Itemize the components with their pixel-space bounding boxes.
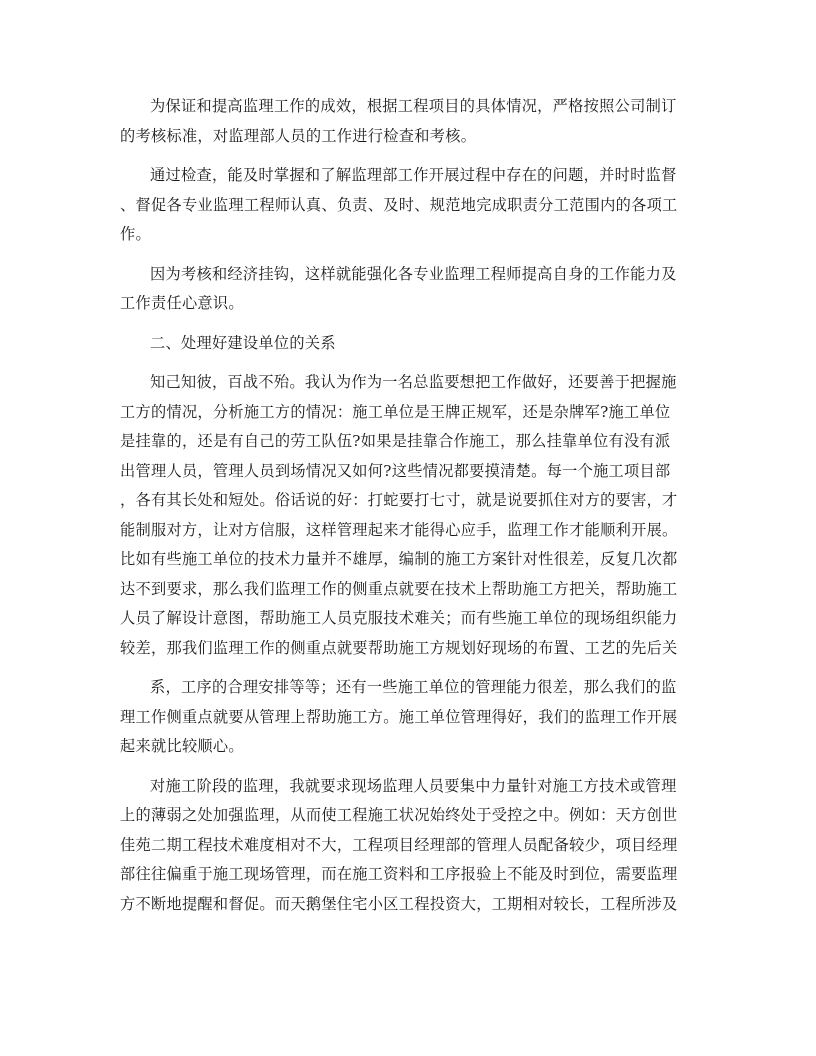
text-line: 人员了解设计意图，帮助施工人员克服技术难关；而有些施工单位的现场组织能力 (120, 609, 678, 627)
text-line: 较差，那我们监理工作的侧重点就要帮助施工方规划好现场的布置、工艺的先后关 (120, 638, 678, 657)
text-line: 佳苑二期工程技术难度相对不大，工程项目经理部的管理人员配备较少，项目经理 (120, 835, 678, 854)
text-line: 出管理人员，管理人员到场情况又如何?这些情况都要摸清楚。每一个施工项目部 (120, 461, 671, 480)
text-line: 达不到要求，那么我们监理工作的侧重点就要在技术上帮助施工方把关，帮助施工 (120, 579, 678, 598)
text-line: 上的薄弱之处加强监理，从而使工程施工状况始终处于受控之中。例如：天方创世 (120, 806, 678, 824)
paragraph-4 (120, 368, 700, 663)
text-line: 工方的情况，分析施工方的情况：施工单位是王牌正规军，还是杂牌军?施工单位 (120, 402, 671, 421)
text-line: 对施工阶段的监理，我就要求现场监理人员要集中力量针对施工方技术或管理 (150, 776, 677, 795)
paragraph-2 (120, 161, 700, 250)
paragraph-3 (120, 260, 700, 319)
text-line: 知己知彼，百战不殆。我认为作为一名总监要想把工作做好，还要善于把握施 (150, 373, 677, 391)
text-line: ，各有其长处和短处。俗话说的好：打蛇要打七寸，就是说要抓住对方的要害，才 (120, 491, 678, 509)
text-line: 通过检查，能及时掌握和了解监理部工作开展过程中存在的问题，并时时监督 (150, 166, 677, 184)
text-line: 为保证和提高监理工作的成效，根据工程项目的具体情况，严格按照公司制订 (150, 97, 677, 115)
paragraph-5 (120, 673, 700, 762)
text-line: 、督促各专业监理工程师认真、负责、及时、规范地完成职责分工范围内的各项工 (120, 195, 678, 214)
paragraph-6 (120, 772, 700, 920)
text-line: 是挂靠的，还是有自己的劳工队伍?如果是挂靠合作施工，那么挂靠单位有没有派 (120, 432, 671, 450)
text-line: 方不断地提醒和督促。而天鹅堡住宅小区工程投资大，工期相对较长，工程所涉及 (120, 894, 678, 913)
text-line: 部往往偏重于施工现场管理，而在施工资料和工序报验上不能及时到位，需要监理 (120, 865, 678, 883)
text-line: 工作责任心意识。 (120, 294, 244, 312)
text-line: 能制服对方，让对方信服，这样管理起来才能得心应手，监理工作才能顺利开展。 (120, 520, 678, 539)
text-line: 理工作侧重点就要从管理上帮助施工方。施工单位管理得好，我们的监理工作开展 (120, 707, 678, 726)
section-heading: 二、处理好建设单位的关系 (150, 333, 336, 352)
text-line: 的考核标准，对监理部人员的工作进行检查和考核。 (120, 126, 477, 145)
paragraph-1 (120, 92, 700, 151)
text-line: 作。 (120, 225, 151, 243)
text-line: 因为考核和经济挂钩，这样就能强化各专业监理工程师提高自身的工作能力及 (150, 264, 677, 283)
document-page (120, 92, 700, 919)
text-line: 比如有些施工单位的技术力量并不雄厚，编制的施工方案针对性很差，反复几次都 (120, 550, 678, 568)
text-line: 起来就比较顺心。 (120, 737, 244, 755)
text-line: 系，工序的合理安排等等；还有一些施工单位的管理能力很差，那么我们的监 (150, 678, 677, 696)
